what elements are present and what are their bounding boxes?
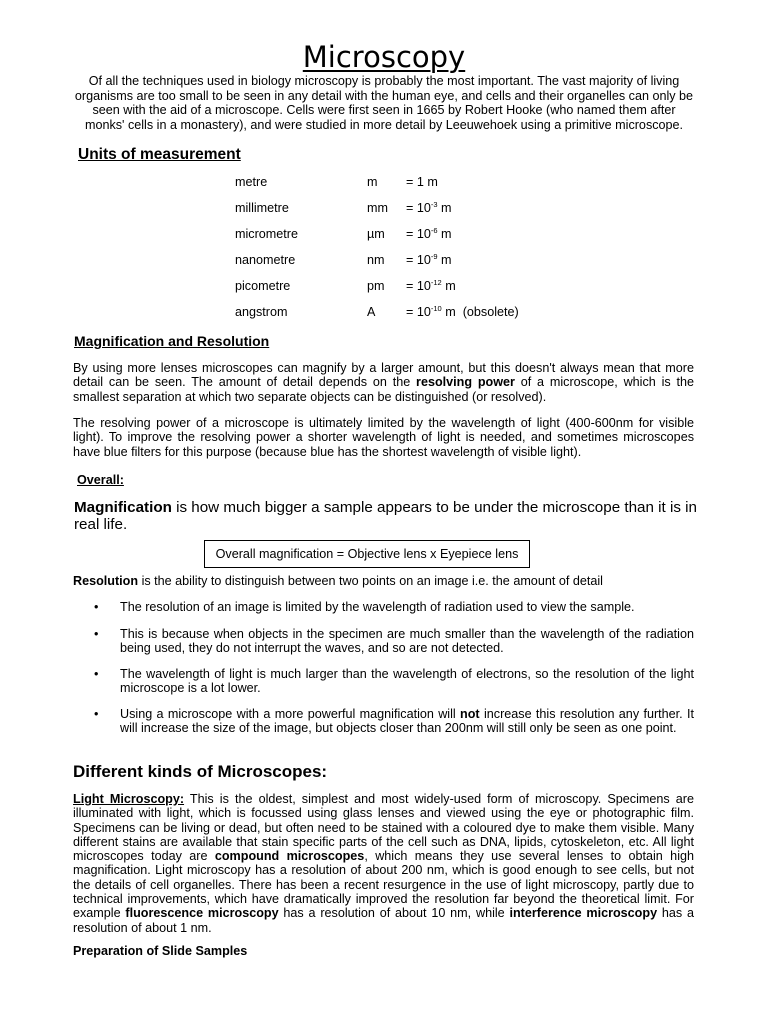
unit-symbol: mm <box>367 201 388 216</box>
light-microscopy-paragraph <box>73 792 694 935</box>
resolution-term: Resolution <box>73 574 139 588</box>
list-item-text <box>120 707 694 736</box>
light-microscopy-label: Light Microscopy: <box>73 792 185 806</box>
unit-exponent: -12 <box>430 278 442 288</box>
unit-symbol: m <box>367 175 378 189</box>
unit-symbol: pm <box>367 279 385 294</box>
overall-label: Overall: <box>77 473 124 487</box>
unit-symbol: nm <box>367 253 385 268</box>
unit-name: micrometre <box>235 227 298 242</box>
unit-value-prefix: = 10 <box>406 279 431 294</box>
unit-exponent: -9 <box>430 252 438 262</box>
unit-value-suffix: m (obsolete) <box>441 305 519 320</box>
page-title: Microscopy <box>302 40 466 74</box>
formula-text: Overall magnification = Objective lens x Eyepiece lens <box>215 547 519 561</box>
unit-value <box>406 253 452 267</box>
para-text: This is the oldest, simplest and most widely-used form of microscopy. Specimens are illuminated with light, which is focussed using glass lenses and viewed using the eye or photographic film. Specimens can be living or dead, but often need to be stained with a coloured dye to make them visible. Many different stains are available that stain specific parts of the cell such as DNA, lipids, cytoskeleton, etc. All light microscopes today are <box>73 792 694 864</box>
bullet-marker: • <box>94 627 99 641</box>
unit-value <box>406 201 452 215</box>
intro-paragraph: Of all the techniques used in biology microscopy is probably the most important. The vast majority of living organisms are too small to be seen in any detail with the human eye, and cells and their organelles can only be seen with the aid of a microscope. Cells were first seen in 1665 by Robert Hooke (who named them after monks' cells in a monastery), and were studied in more detail by Leeuwehoek using a primitive microscope. <box>74 74 694 132</box>
unit-value-suffix: m <box>437 227 452 242</box>
wavelength-paragraph: The resolving power of a microscope is ultimately limited by the wavelength of light (400-600nm for visible light). To improve the resolving power a shorter wavelength of light is needed, and sometimes microscopes have blue filters for this purpose (because blue has the shortest wavelength of visible light). <box>73 416 694 459</box>
para-text: of a microscope, which is the smallest separation at which two separate objects can be distinguished (or resolved). <box>73 375 694 404</box>
units-heading: Units of measurement <box>78 146 241 163</box>
magnification-formula-box <box>204 540 530 568</box>
resolving-power-paragraph <box>73 361 694 404</box>
list-item-text: The resolution of an image is limited by the wavelength of radiation used to view the sample. <box>120 600 635 614</box>
list-item-text-part: Using a microscope with a more powerful magnification will <box>120 707 461 721</box>
unit-exponent: -3 <box>430 200 438 210</box>
para-text: , which means they use several lenses to obtain high magnification. Light microscopy has a resolution of about 200 nm, which is good enough to see cells, but not the details of cell organelles. There has been a recent resurgence in the use of light microscopy, partly due to technical improvements, which have dramatically improved the resolution far beyond the theoretical limit. For example <box>73 849 694 921</box>
unit-exponent: -10 <box>430 304 442 314</box>
list-item-bold: not <box>460 707 480 721</box>
bullet-marker: • <box>94 600 99 614</box>
unit-symbol: µm <box>367 227 385 242</box>
unit-name: metre <box>235 175 268 189</box>
unit-name: millimetre <box>235 201 289 216</box>
unit-value-suffix: m <box>437 201 452 216</box>
unit-value-prefix: = 1 m <box>406 175 438 189</box>
list-item-text: This is because when objects in the specimen are much smaller than the wavelength of the radiation being used, they do not interrupt the waves, and so are not detected. <box>120 627 694 656</box>
list-item-text: The wavelength of light is much larger than the wavelength of electrons, so the resolution of the light microscope is a lot lower. <box>120 667 694 696</box>
unit-value-prefix: = 10 <box>406 201 431 216</box>
bullet-marker: • <box>94 667 99 681</box>
para-bold-term: interference microscopy <box>509 906 658 921</box>
para-text: By using more lenses microscopes can magnify by a larger amount, but this doesn't always mean that more detail can be seen. The amount of detail depends on the <box>73 361 694 390</box>
unit-exponent: -6 <box>430 226 438 236</box>
para-text: has a resolution of about 1 nm. <box>73 906 694 935</box>
magnification-resolution-heading: Magnification and Resolution <box>74 333 270 349</box>
unit-name: nanometre <box>235 253 296 268</box>
unit-value <box>406 175 438 189</box>
unit-value <box>406 279 456 293</box>
unit-value-suffix: m <box>437 253 452 268</box>
para-bold-term: fluorescence microscopy <box>125 906 279 921</box>
para-bold-term: compound microscopes <box>214 849 365 864</box>
unit-value-prefix: = 10 <box>406 253 431 268</box>
para-text: has a resolution of about 10 nm, while <box>278 906 510 921</box>
slide-preparation-heading: Preparation of Slide Samples <box>73 944 248 958</box>
magnification-definition <box>74 499 698 533</box>
magnification-text: is how much bigger a sample appears to be under the microscope than it is in real life. <box>74 499 697 533</box>
unit-value-prefix: = 10 <box>406 305 431 320</box>
unit-symbol: A <box>367 305 376 320</box>
unit-value-prefix: = 10 <box>406 227 431 242</box>
unit-value <box>406 227 452 241</box>
para-bold-term: resolving power <box>416 375 515 390</box>
unit-value-suffix: m <box>441 279 456 294</box>
resolution-text: is the ability to distinguish between two points on an image i.e. the amount of detail <box>138 574 603 588</box>
resolution-definition <box>73 574 603 588</box>
magnification-term: Magnification <box>74 499 172 516</box>
unit-name: angstrom <box>235 305 288 320</box>
unit-value <box>406 305 519 319</box>
list-item-text-part: increase this resolution any further. It will increase the size of the image, but objects closer than 200nm will still only be seen as one point. <box>120 707 694 736</box>
bullet-marker: • <box>94 707 99 721</box>
microscope-kinds-heading: Different kinds of Microscopes: <box>73 762 328 781</box>
unit-name: picometre <box>235 279 291 294</box>
